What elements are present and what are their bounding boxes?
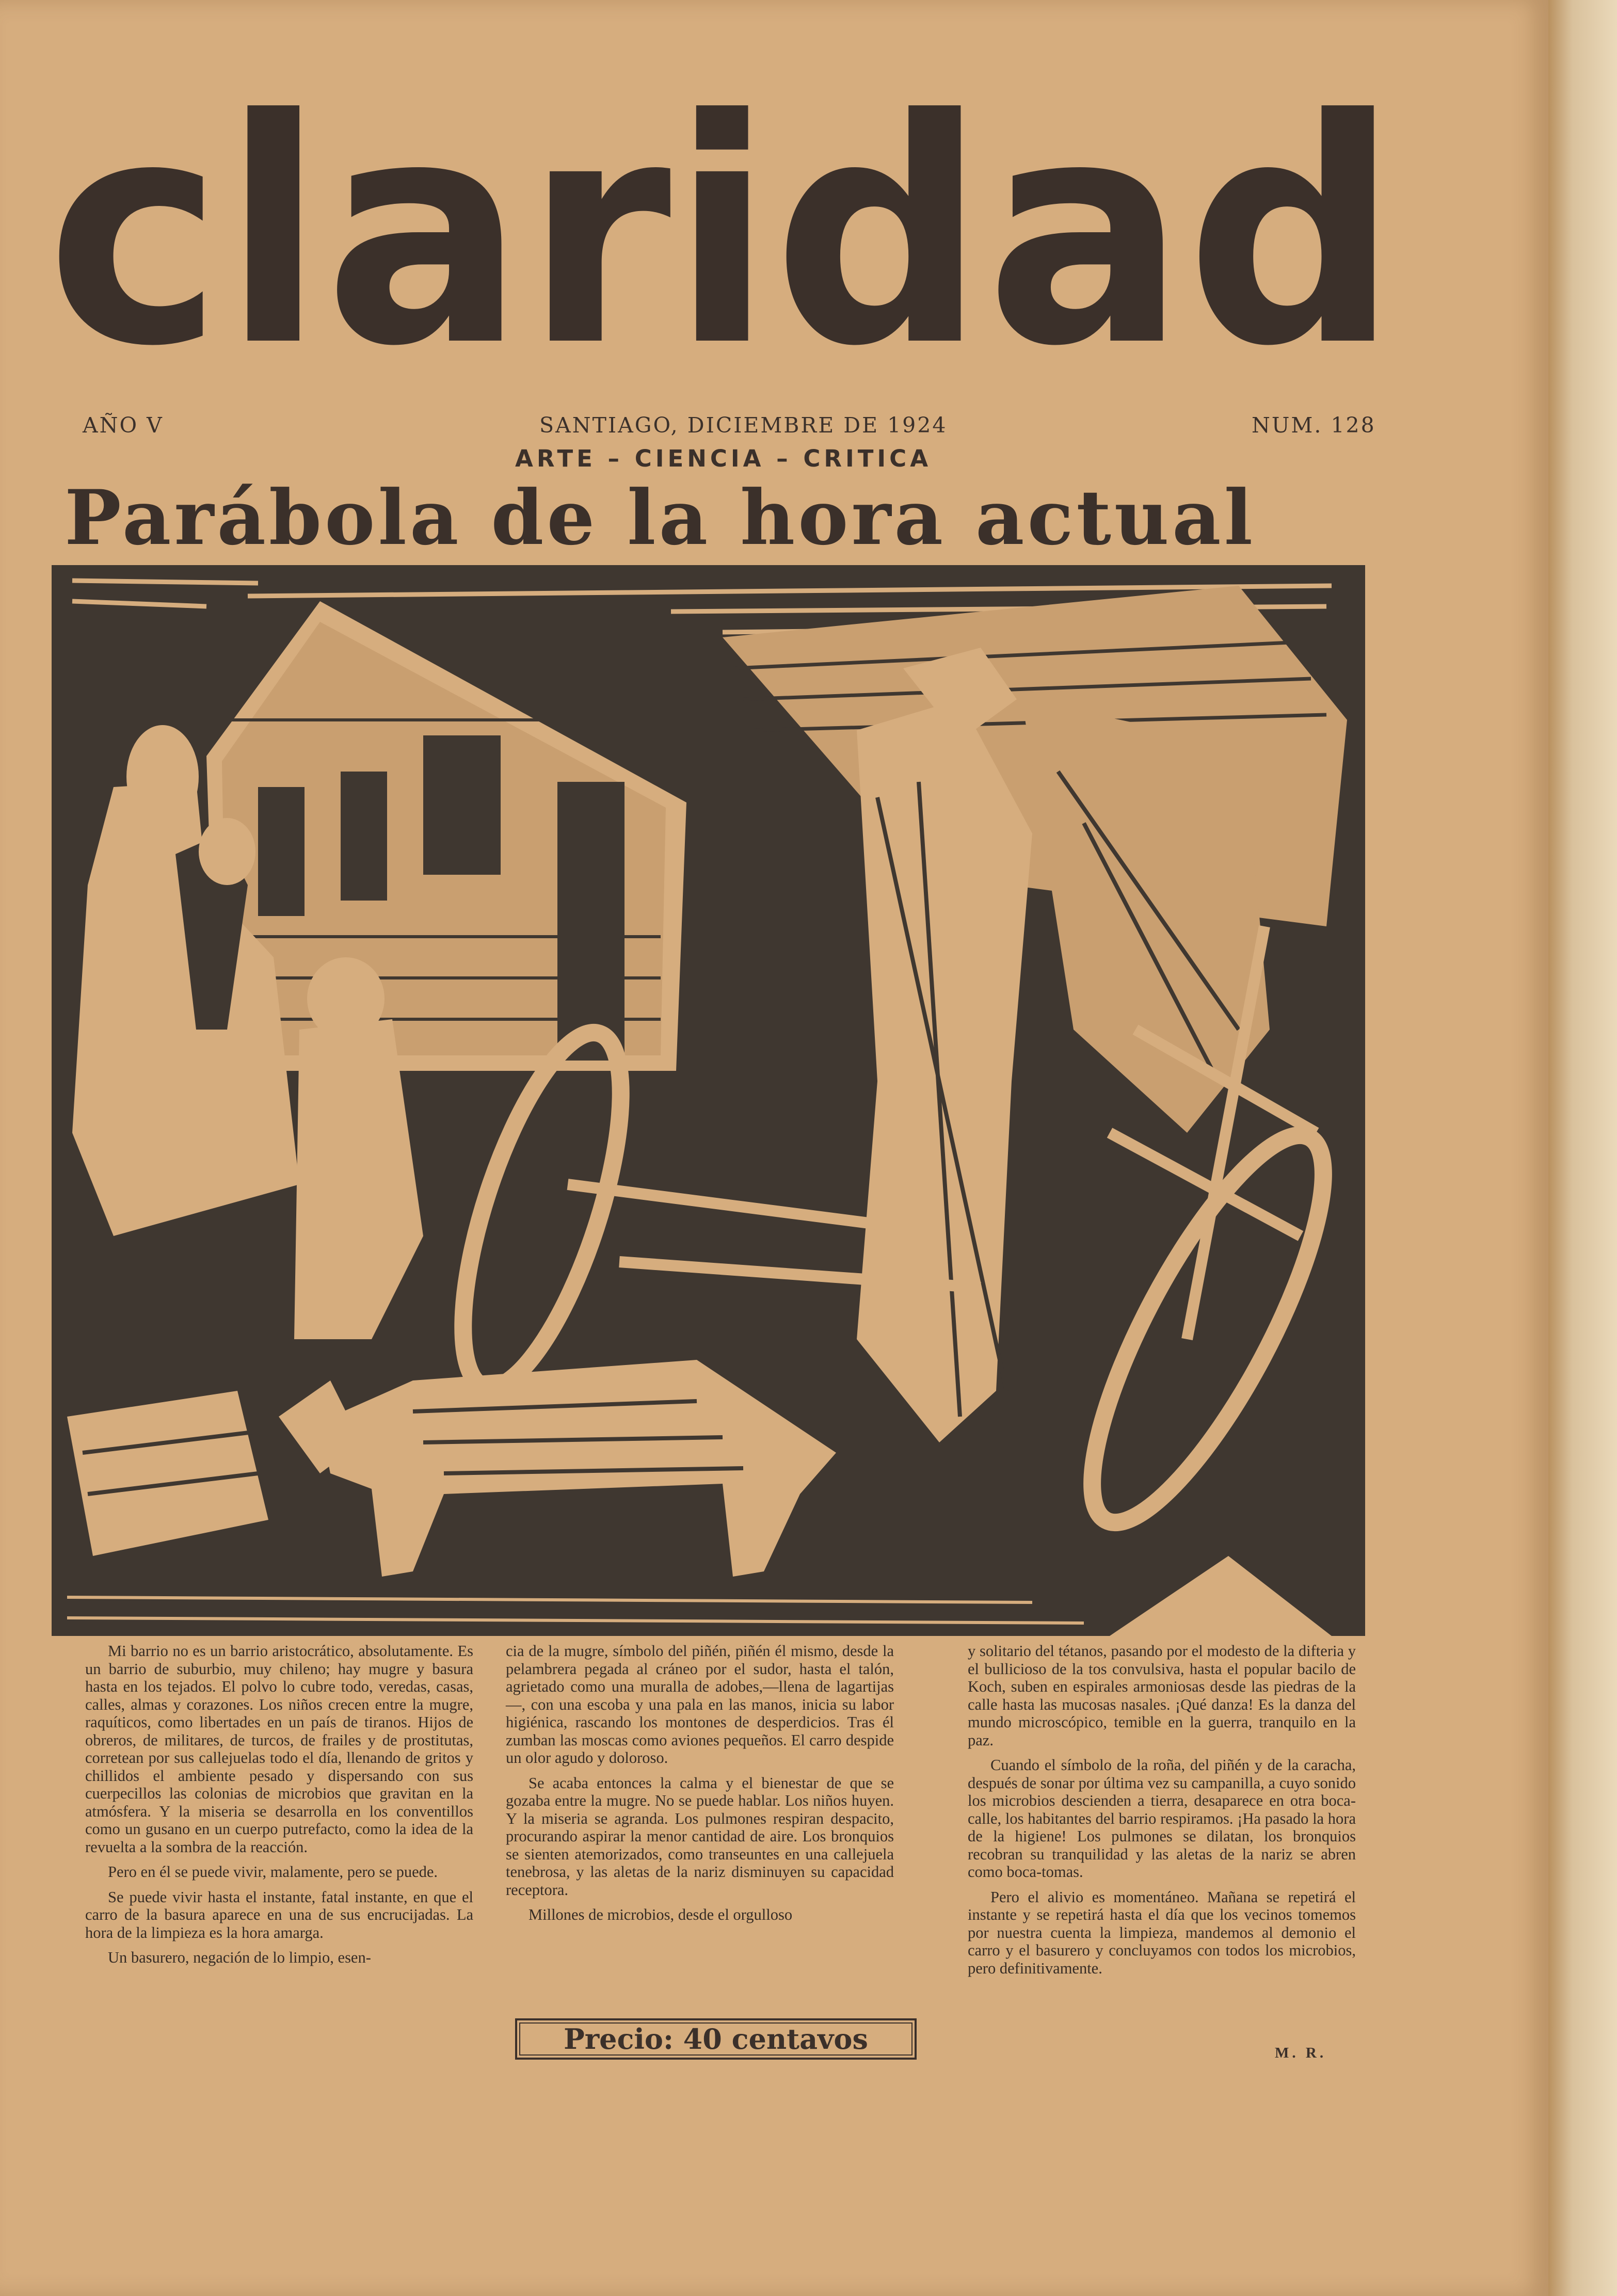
author-signature: M. R. — [1275, 2045, 1327, 2061]
page-edge — [1548, 0, 1617, 2296]
section-subtitle: ARTE – CIENCIA – CRITICA — [515, 445, 932, 472]
article-paragraph: Pero en él se puede vivir, malamente, pero se puede. — [108, 1863, 438, 1881]
masthead-title: claridad — [46, 103, 1399, 392]
article-column-3 — [968, 1642, 1356, 1984]
article-paragraph: Millones de microbios, desde el orgulloso — [529, 1906, 793, 1923]
dateline: SANTIAGO, DICIEMBRE DE 1924 — [539, 413, 948, 438]
article-column-2 — [506, 1642, 894, 1931]
issue-year: AÑO V — [83, 413, 164, 438]
article-paragraph: Cuando el símbolo de la roña, del piñén y de la caracha, después de sonar por última vez su campanilla, a cuyo sonido los microbios descienden a tierra, desaparece en otra boca-calle, los habitantes del barrio respiramos. ¡Ha pasado la hora de la higiene! Los pulmones se dilatan, los bronquios recobran su tranquilidad y las aletas de la nariz se abren como boca-tomas. — [968, 1756, 1356, 1881]
article-paragraph: Mi barrio no es un barrio aristocrático, absolutamente. Es un barrio de suburbio, muy chileno; hay mugre y basura hasta en los tejados. El polvo lo cubre todo, veredas, casas, calles, almas y corazones. Los niños crecen entre la mugre, raquíticos, como libertades en un país de tiranos. Hijos de obreros, de militares, de turcos, de frailes y de prostitutas, corretean por sus callejuelas todo el día, llenando de gritos y chillidos el ambiente pesado y dispersando con sus cuerpecillos las colonias de microbios que gravitan en la atmósfera. Y la miseria se desarrolla en los conventillos como un gusano en un cuerpo putrefacto, como la idea de la revuelta a la sombra de la reacción. — [85, 1642, 473, 1856]
price-box: Precio: 40 centavos — [515, 2018, 917, 2060]
article-paragraph: Se acaba entonces la calma y el bienestar de que se gozaba entre la mugre. No se puede hablar. Los niños huyen. Y la miseria se agranda. Los pulmones respiran despacito, procurando aspirar la menor cantidad de aire. Los bronquios se sienten atemorizados, como transeuntes en una callejuela tenebrosa, y las aletas de la nariz disminuyen su capacidad receptora. — [506, 1774, 894, 1899]
woodcut-illustration — [52, 565, 1365, 1636]
article-paragraph: Pero el alivio es momentáneo. Mañana se repetirá el instante y se repetirá hasta el día que los vecinos tomemos por nuestra cuenta la limpieza, mandemos al demonio el carro y el basurero y concluyamos con todos los microbios, pero definitivamente. — [968, 1888, 1356, 1977]
issue-number: NUM. 128 — [1252, 413, 1376, 438]
article-column-1 — [85, 1642, 473, 1974]
article-paragraph: y solitario del tétanos, pasando por el modesto de la difteria y el bullicioso de la tos convulsiva, hasta el popular bacilo de Koch, suben en espirales armoniosas desde las piedras de la calle hasta las mucosas nasales. ¡Qué danza! Es la danza del mundo microscópico, temible en la guerra, tranquilo en la paz. — [968, 1642, 1356, 1749]
headline: Parábola de la hora actual — [65, 474, 1256, 562]
masthead-logo — [46, 103, 1399, 392]
article-paragraph: Se puede vivir hasta el instante, fatal instante, en que el carro de la basura aparece en una de sus encrucijadas. La hora de la limpieza es la hora amarga. — [85, 1888, 473, 1941]
article-paragraph: cia de la mugre, símbolo del piñén, piñén él mismo, desde la pelambrera pegada al cráneo por el sudor, hasta el talón, agrietado como una muralla de adobes,—llena de lagartijas—, con una escoba y una pala en las manos, inicia su labor higiénica, rascando los montones de desperdicios. Tras él zumban las moscas como aviones pequeños. El carro despide un olor agudo y doloroso. — [506, 1642, 894, 1767]
article-paragraph: Un basurero, negación de lo limpio, esen- — [108, 1949, 371, 1966]
